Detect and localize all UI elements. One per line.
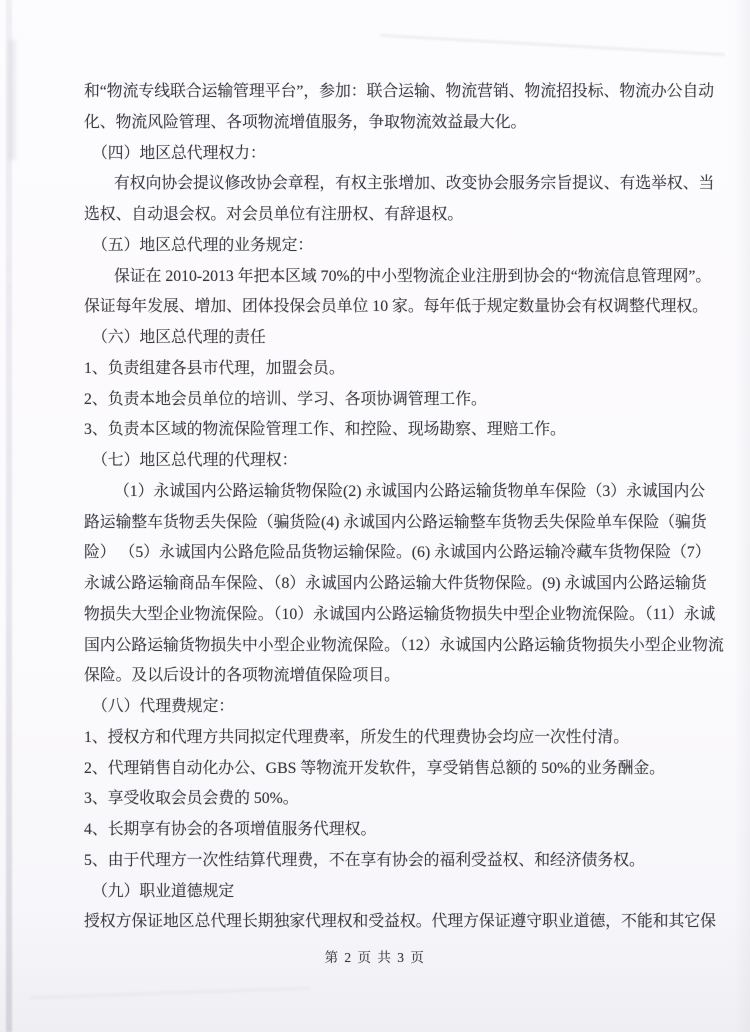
document-line: 3、享受收取会员会费的 50%。 <box>84 790 299 808</box>
document-line: 保证在 2010-2013 年把本区域 70%的中小型物流企业注册到协会的“物流信息管理网”。 <box>114 267 712 285</box>
document-line: （四）地区总代理权力： <box>92 144 266 162</box>
document-line: （六）地区总代理的责任 <box>92 329 266 346</box>
document-line: （1）永诚国内公路运输货物保险(2) 永诚国内公路运输货物单车保险（3）永诚国内公 <box>114 482 706 500</box>
document-line: （七）地区总代理的代理权： <box>92 452 298 469</box>
document-line: 5、由于代理方一次性结算代理费，不在享有协会的福利受益权、和经济债务权。 <box>84 851 645 869</box>
document-line: 国内公路运输货物损失中小型企业物流保险。（12）永诚国内公路运输货物损失小型企业物流 <box>84 636 724 654</box>
document-line: 化、物流风险管理、各项物流增值服务，争取物流效益最大化。 <box>84 113 527 131</box>
document-line: 物损失大型企业物流保险。（10）永诚国内公路运输货物损失中型企业物流保险。（11）永诚 <box>84 605 716 623</box>
document-line: 授权方保证地区总代理长期独家代理权和受益权。代理方保证遵守职业道德，不能和其它保 <box>84 913 716 931</box>
document-line: 保证每年发展、增加、团体投保会员单位 10 家。每年低于规定数量协会有权调整代理权。 <box>84 298 708 316</box>
document-line: （五）地区总代理的业务规定： <box>92 236 314 254</box>
page-number-footer: 第 2 页 共 3 页 <box>324 950 426 965</box>
document-line: 3、负责本区域的物流保险管理工作、和控险、现场勘察、理赔工作。 <box>84 421 566 439</box>
document-line: 路运输整车货物丢失保险（骗货险(4) 永诚国内公路运输整车货物丢失保险单车保险（骗货 <box>84 513 707 531</box>
document-line: 有权向协会提议修改协会章程，有权主张增加、改变协会服务宗旨提议、有选举权、当 <box>114 175 715 193</box>
document-line: （八）代理费规定： <box>92 698 235 715</box>
document-line: 4、长期享有协会的各项增值服务代理权。 <box>84 821 377 838</box>
document-lines <box>0 77 750 938</box>
document-line: 1、负责组建各县市代理，加盟会员。 <box>84 359 345 377</box>
document-line: 2、代理销售自动化办公、GBS 等物流开发软件，享受销售总额的 50%的业务酬金。 <box>84 759 665 777</box>
document-line: 永诚公路运输商品车保险、（8）永诚国内公路运输大件货物保险。(9) 永诚国内公路运输货 <box>84 575 707 592</box>
document-line: 2、负责本地会员单位的培训、学习、各项协调管理工作。 <box>84 390 487 408</box>
document-line: （九）职业道德规定 <box>92 882 235 900</box>
document-line: 险） （5）永诚国内公路危险品货物运输保险。(6) 永诚国内公路运输冷藏车货物保险（7） <box>84 544 711 562</box>
document-line: 选权、自动退会权。对会员单位有注册权、有辞退权。 <box>84 206 464 223</box>
document-line: 和“物流专线联合运输管理平台”，参加：联合运输、物流营销、物流招投标、物流办公自动 <box>84 83 715 100</box>
document-line: 保险。及以后设计的各项物流增值保险项目。 <box>84 667 400 685</box>
scan-crease-bottom <box>30 987 310 998</box>
document-line: 1、授权方和代理方共同拟定代理费率，所发生的代理费协会均应一次性付清。 <box>84 728 629 746</box>
